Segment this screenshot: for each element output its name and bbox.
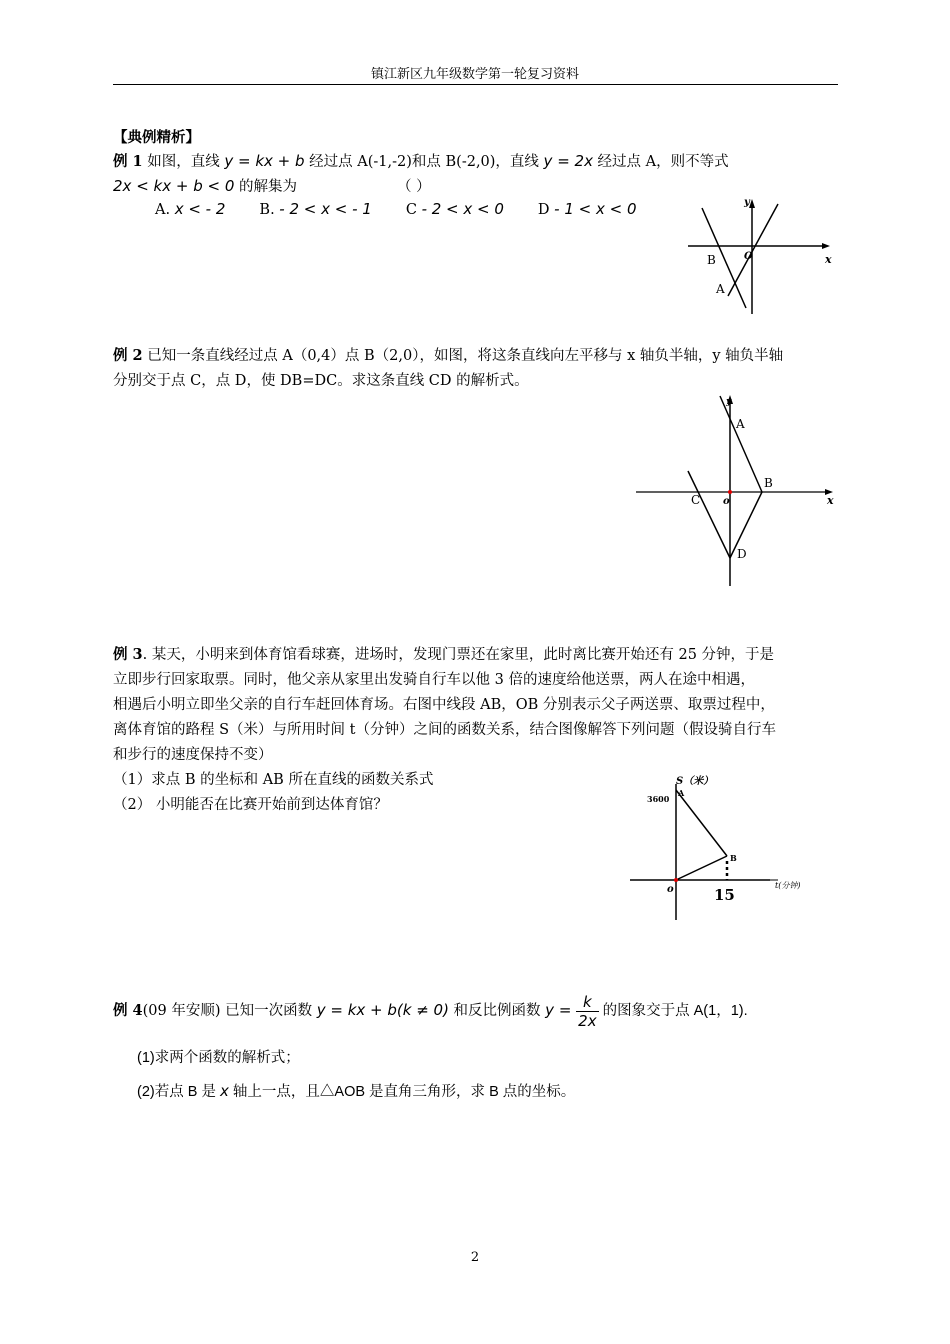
ex3-y-value: 3600 xyxy=(647,794,670,804)
ex3-t-value: 15 xyxy=(714,886,735,904)
ex1-eq1: y = kx + b xyxy=(224,152,305,170)
ex3-point-b: B xyxy=(730,853,737,863)
ex2-line-cd xyxy=(688,471,730,558)
ex2-point-c: C xyxy=(691,493,701,507)
page-header: 镇江新区九年级数学第一轮复习资料 xyxy=(370,67,579,82)
ex2-point-d: D xyxy=(737,547,747,561)
ex3-origin-dot xyxy=(674,878,678,882)
ex3-line1 xyxy=(113,645,774,665)
ex1-text-d: 的解集为 xyxy=(234,179,297,195)
header-rule xyxy=(113,84,838,85)
ex3-figure xyxy=(630,770,840,930)
ex1-option-d: D - 1 < x < 0 xyxy=(537,200,637,218)
ex2-x-label: x xyxy=(827,494,834,507)
ex1-y-label: y xyxy=(744,197,750,208)
ex1-option-a: A. x < - 2 xyxy=(155,200,226,218)
ex4-question-1: (1)求两个函数的解析式； xyxy=(137,1050,300,1066)
ex1-option-b: B. - 2 < x < - 1 xyxy=(259,200,372,218)
ex3-text-1: . 某天，小明来到体育馆看球赛，进场时，发现门票还在家里，此时离比赛开始还有 25 分钟，于是 xyxy=(142,647,775,663)
ex4-question-2 xyxy=(137,1081,575,1102)
ex1-point-a: A xyxy=(716,282,725,296)
ex4-text-b: 和反比例函数 xyxy=(448,1003,546,1019)
ex3-point-a: A xyxy=(678,788,685,798)
ex2-point-a: A xyxy=(736,417,745,431)
ex4-q2-text-b: 轴上一点，且△AOB 是直角三角形，求 B 点的坐标。 xyxy=(228,1084,576,1100)
ex4-q2-text-a: (2)若点 B 是 xyxy=(137,1084,220,1100)
ex1-option-c: C - 2 < x < 0 xyxy=(405,200,504,218)
ex3-line4: 离体育馆的路程 S（米）与所用时间 t（分钟）之间的函数关系，结合图像解答下列问题（假设骑自行车 xyxy=(113,722,776,738)
ex2-figure xyxy=(630,390,840,590)
ex4-line1 xyxy=(113,988,748,1033)
ex3-segment-ob xyxy=(676,856,727,880)
ex2-line2: 分别交于点 C，点 D，使 DB=DC。求这条直线 CD 的解析式。 xyxy=(113,373,529,389)
ex4-label: 例 4 xyxy=(113,1002,143,1019)
ex2-label: 例 2 xyxy=(113,347,143,364)
ex1-x-arrow xyxy=(822,243,830,249)
ex1-text-c: 经过点 A，则不等式 xyxy=(592,154,729,170)
ex1-options xyxy=(155,199,637,220)
ex1-text-a: 如图，直线 xyxy=(142,154,225,170)
ex4-eq1: y = kx + b(k ≠ 0) xyxy=(316,1001,449,1019)
ex2-line-ab xyxy=(720,396,762,492)
ex4-fraction xyxy=(576,993,598,1030)
ex3-line5: 和步行的速度保持不变） xyxy=(113,747,273,763)
ex1-line-2x xyxy=(728,204,778,296)
ex2-origin-dot xyxy=(728,490,732,494)
ex2-point-b: B xyxy=(764,476,773,490)
ex1-text-b: 经过点 A(-1,-2)和点 B(-2,0)，直线 xyxy=(304,154,544,170)
ex4-q2-x: x xyxy=(219,1082,229,1100)
ex1-inequality: 2x < kx + b < 0 xyxy=(113,177,235,195)
ex4-eq2-lhs: y = xyxy=(545,1001,577,1019)
ex1-line2 xyxy=(113,176,431,197)
page-number: 2 xyxy=(470,1250,480,1265)
ex1-line1 xyxy=(113,151,729,172)
ex1-eq2: y = 2x xyxy=(543,152,593,170)
ex3-t-label: t(分钟) xyxy=(775,881,801,890)
ex3-line3: 相遇后小明立即坐父亲的自行车赶回体育场。右图中线段 AB，OB 分别表示父子两送票、取票过程中， xyxy=(113,697,775,713)
ex3-origin-label: o xyxy=(667,884,674,895)
ex2-origin-label: o xyxy=(723,496,730,507)
ex1-answer-paren: （ ） xyxy=(396,179,431,195)
ex1-y-arrow xyxy=(749,199,755,208)
ex3-s-label: S（米） xyxy=(676,776,714,787)
ex1-figure xyxy=(680,192,840,322)
section-title: 【典例精析】 xyxy=(113,129,200,146)
ex3-label: 例 3 xyxy=(113,646,143,663)
ex2-line1 xyxy=(113,346,783,366)
ex3-question-2: （2） 小明能否在比赛开始前到达体育馆？ xyxy=(113,797,388,813)
ex4-text-c: 的图象交于点 A(1，1). xyxy=(598,1003,748,1019)
ex1-label: 例 1 xyxy=(113,153,143,170)
ex4-text-a: (09 年安顺) 已知一次函数 xyxy=(142,1003,317,1019)
ex1-x-label: x xyxy=(825,253,832,266)
ex3-line2: 立即步行回家取票。同时，他父亲从家里出发骑自行车以他 3 倍的速度给他送票，两人在途中相遇， xyxy=(113,672,755,688)
ex1-origin-label: O xyxy=(744,251,753,262)
ex2-text-1: 已知一条直线经过点 A（0,4）点 B（2,0），如图，将这条直线向左平移与 x 轴负半轴，y 轴负半轴 xyxy=(142,348,784,364)
ex3-question-1: （1）求点 B 的坐标和 AB 所在直线的函数关系式 xyxy=(113,772,434,788)
ex3-segment-ab xyxy=(676,790,727,856)
ex4-fraction-denominator: 2x xyxy=(578,1011,597,1030)
ex4-fraction-numerator: k xyxy=(576,993,598,1012)
ex2-y-label: y xyxy=(726,397,732,407)
ex1-point-b: B xyxy=(707,253,716,267)
